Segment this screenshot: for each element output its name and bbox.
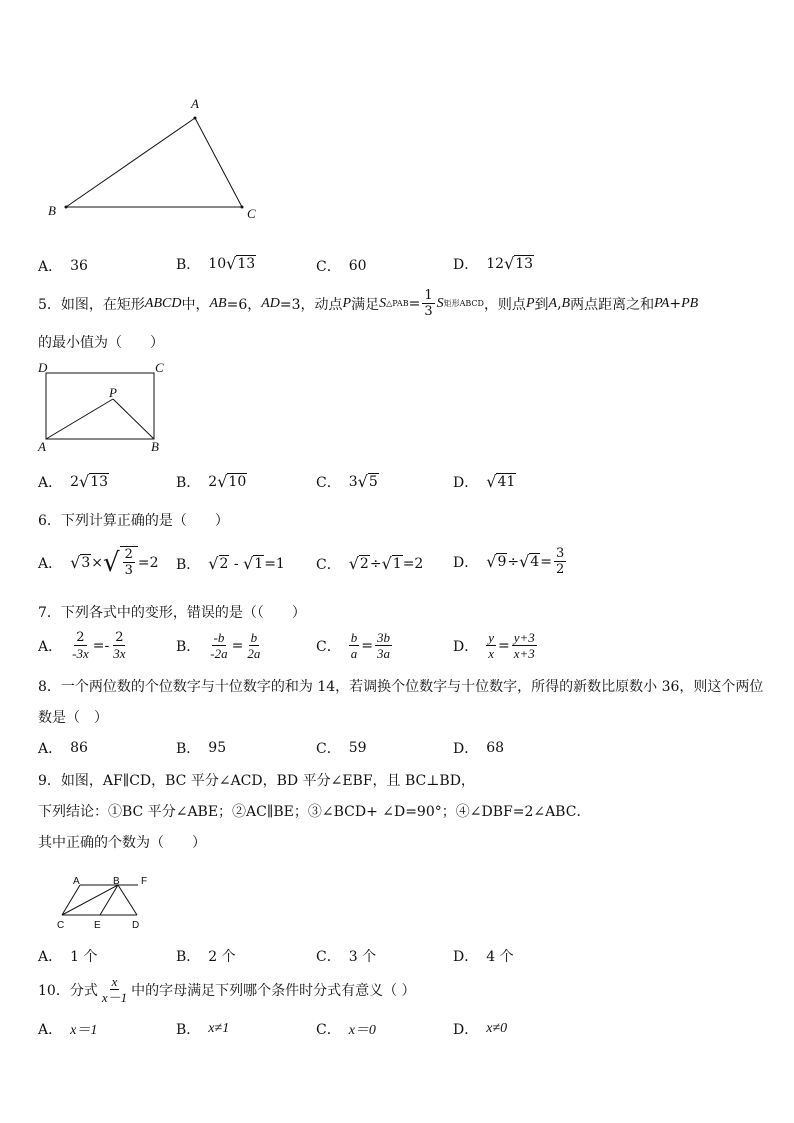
- q10-stem: [38, 974, 416, 1005]
- fraction: [486, 630, 496, 661]
- label-d: D: [132, 920, 140, 931]
- option-coef: 3: [348, 474, 358, 490]
- radicand: 13: [90, 474, 109, 490]
- operator: =: [361, 637, 373, 654]
- q9-option-c[interactable]: [316, 946, 376, 966]
- sqrt-sign: √ 1: [243, 554, 264, 573]
- label-e: E: [94, 920, 101, 931]
- fraction: [123, 547, 135, 578]
- label-d: D: [38, 360, 48, 375]
- option-letter: D．: [453, 554, 479, 571]
- q4-option-a[interactable]: [38, 256, 88, 276]
- option-letter: C．: [316, 638, 341, 655]
- denominator: 3: [124, 563, 133, 578]
- sqrt-sign: √ 10: [217, 472, 247, 491]
- q5-text: A: [548, 295, 558, 311]
- fraction: [70, 630, 91, 661]
- denominator: 3a: [376, 646, 390, 661]
- result: =1: [264, 556, 285, 572]
- q5-stem-line1: [38, 288, 698, 319]
- option-letter: C．: [316, 1022, 341, 1038]
- q5-text: ,: [557, 295, 562, 312]
- denominator: 2a: [247, 646, 261, 661]
- numerator: y: [488, 630, 495, 645]
- q6-option-a[interactable]: [38, 546, 158, 580]
- label-a: A: [73, 876, 80, 887]
- denominator: 2: [555, 562, 565, 577]
- operator: =: [231, 637, 244, 654]
- q5-text: S: [436, 295, 444, 311]
- option-value: 68: [486, 740, 505, 756]
- option-letter: C．: [316, 259, 341, 275]
- sqrt-sign: √ 2: [208, 554, 229, 573]
- sqrt-sign: √ 13: [504, 254, 534, 273]
- option-coef: 10: [208, 256, 227, 272]
- q9-option-a[interactable]: [38, 946, 97, 966]
- denominator: -3x: [72, 646, 89, 661]
- option-letter: A．: [38, 638, 63, 655]
- denominator: x: [488, 646, 495, 661]
- q5-option-c[interactable]: [316, 472, 379, 492]
- side-ac: [195, 118, 242, 207]
- sqrt-sign: √ 5: [357, 472, 378, 491]
- side-ab: [66, 118, 195, 207]
- q5-text: 到: [534, 296, 549, 313]
- radicand: 2: [359, 556, 369, 572]
- option-value: 60: [348, 258, 367, 274]
- q7-option-d[interactable]: [453, 630, 539, 661]
- q6-option-b[interactable]: [176, 554, 285, 574]
- sqrt-sign: √ 3: [70, 553, 91, 572]
- option-value: x＝1: [70, 1023, 98, 1038]
- option-letter: D．: [453, 638, 479, 655]
- option-letter: D．: [453, 475, 479, 491]
- sqrt-sign: √ 13: [226, 254, 256, 273]
- option-letter: C．: [316, 949, 341, 965]
- vertex-b: [65, 206, 68, 209]
- option-coef: 2: [208, 474, 218, 490]
- q5-text: P: [342, 295, 352, 311]
- vertex-c: [241, 206, 244, 209]
- label-b: B: [151, 439, 159, 454]
- option-value: 3 个: [348, 949, 377, 965]
- triangle-abc-figure: [40, 92, 280, 232]
- fraction: [245, 630, 262, 661]
- option-letter: C．: [316, 475, 341, 491]
- q8-option-a[interactable]: [38, 738, 88, 758]
- q7-option-c[interactable]: [316, 630, 394, 661]
- radicand: 13: [237, 256, 256, 272]
- option-value: x＝0: [348, 1023, 376, 1038]
- q9-option-b[interactable]: [176, 946, 236, 966]
- q5-text: 中，: [181, 296, 210, 313]
- segment-bd: [118, 885, 137, 915]
- q7-option-a[interactable]: [38, 630, 129, 661]
- fraction: [375, 630, 392, 661]
- denominator: 3x: [113, 646, 126, 661]
- option-letter: A．: [38, 949, 63, 965]
- operator: ÷: [369, 556, 382, 572]
- option-value: x≠0: [486, 1021, 508, 1036]
- numerator: 3: [555, 546, 565, 561]
- option-value: 2 个: [208, 949, 236, 965]
- q7-option-b[interactable]: [176, 630, 264, 661]
- q5-text: PB: [681, 295, 699, 311]
- label-b: B: [113, 876, 120, 887]
- q5-text: 两点距离之和: [570, 296, 655, 313]
- option-letter: B．: [176, 638, 201, 655]
- label-p: P: [109, 385, 117, 400]
- q10-option-c[interactable]: [316, 1019, 376, 1039]
- q5-text: +: [669, 295, 682, 312]
- q7-stem: 7．下列各式中的变形，错误的是（（ ）: [38, 605, 306, 621]
- label-c: C: [57, 920, 65, 931]
- q8-option-c[interactable]: [316, 738, 367, 758]
- q5-text: ，则点: [483, 296, 526, 313]
- option-letter: C．: [316, 741, 341, 757]
- radicand: 3: [81, 555, 91, 571]
- option-value: x≠1: [208, 1021, 230, 1036]
- option-letter: A．: [38, 259, 63, 275]
- radicand: 4: [530, 553, 540, 570]
- option-value: 1 个: [70, 949, 98, 965]
- fraction: [111, 630, 127, 661]
- q10-text: 中的字母满足下列哪个条件时分式有意义（ ）: [131, 982, 416, 999]
- q5-stem-line2: 的最小值为（ ）: [38, 335, 164, 351]
- fraction: [422, 288, 434, 319]
- denominator: x+3: [513, 646, 535, 661]
- q10-option-b[interactable]: [176, 1019, 229, 1039]
- denominator: a: [350, 646, 358, 661]
- q5-text: PA: [654, 295, 670, 311]
- segment-pb: [113, 399, 154, 439]
- option-value: 86: [70, 740, 88, 756]
- fraction: [512, 630, 537, 661]
- numerator: 3b: [376, 630, 390, 645]
- option-letter: B．: [176, 949, 201, 965]
- option-letter: A．: [38, 475, 63, 491]
- q5-text: 满足: [351, 296, 380, 313]
- q8-option-d[interactable]: [453, 738, 504, 758]
- sqrt-sign: √ 4: [519, 551, 540, 571]
- vertex-a: [194, 117, 197, 120]
- sqrt-sign: √ $\frac{2}{3}$: [103, 546, 138, 580]
- q5-text: =6，: [226, 296, 262, 313]
- radicand: 2: [219, 556, 229, 572]
- radicand: 10: [228, 474, 247, 490]
- operator: -: [229, 556, 244, 572]
- denominator: 3: [424, 304, 433, 319]
- denominator: x－1: [101, 990, 128, 1005]
- q8-option-b[interactable]: [176, 738, 226, 758]
- option-letter: B．: [176, 557, 201, 573]
- option-letter: D．: [453, 1022, 479, 1038]
- option-letter: A．: [38, 556, 63, 572]
- q5-option-a[interactable]: [38, 472, 109, 492]
- q9-option-d[interactable]: [453, 946, 514, 966]
- q10-option-d[interactable]: [453, 1019, 507, 1039]
- q6-option-d[interactable]: [453, 546, 568, 577]
- q4-option-b[interactable]: [176, 254, 256, 274]
- sqrt-sign: √ 1: [381, 554, 402, 573]
- option-value: 4 个: [486, 949, 514, 965]
- sqrt-sign: √ 13: [79, 472, 109, 491]
- option-coef: 2: [70, 474, 80, 490]
- label-c: C: [247, 206, 256, 221]
- numerator: b: [250, 630, 258, 645]
- option-value: 95: [208, 740, 227, 756]
- sqrt-sign: √ 2: [348, 554, 369, 573]
- denominator: -2a: [210, 646, 228, 661]
- q5-text: AB: [209, 295, 227, 311]
- radicand: 9: [497, 553, 507, 570]
- q5-subscript: 矩形ABCD: [443, 299, 484, 308]
- radicand: [120, 546, 138, 580]
- numerator: 2: [124, 547, 133, 562]
- q5-option-b[interactable]: [176, 472, 247, 492]
- label-a: A: [38, 439, 46, 454]
- q5-text: B: [561, 295, 571, 311]
- result: =2: [402, 556, 424, 572]
- segment-bc: [62, 885, 118, 915]
- q10-option-a[interactable]: [38, 1019, 97, 1039]
- option-letter: B．: [176, 741, 201, 757]
- numerator: b: [350, 630, 358, 645]
- operator: =: [498, 637, 510, 654]
- q9-stem-line1: 9．如图，AF∥CD，BC 平分∠ACD，BD 平分∠EBF，且 BC⊥BD，: [38, 773, 475, 789]
- option-coef: 12: [486, 256, 505, 272]
- q5-text: ABCD: [144, 295, 182, 311]
- q5-text: AD: [261, 295, 280, 311]
- fraction: [554, 546, 566, 577]
- q10-text: 10．分式: [38, 982, 98, 999]
- option-letter: B．: [176, 475, 201, 491]
- q9-stem-line2: 下列结论：①BC 平分∠ABE；②AC∥BE；③∠BCD+ ∠D=90°；④∠DBF=2∠ABC．: [38, 804, 591, 820]
- operator: =: [540, 553, 552, 570]
- option-letter: A．: [38, 1022, 63, 1038]
- numerator: 2: [76, 630, 85, 645]
- numerator: -b: [213, 630, 225, 645]
- q6-stem: 6．下列计算正确的是（ ）: [38, 513, 229, 529]
- sqrt-sign: √ 9: [486, 551, 507, 571]
- result: =2: [137, 555, 159, 571]
- q8-stem-line1: 8．一个两位数的个位数字与十位数字的和为 14，若调换个位数字与十位数字，所得的新数比原数小 36，则这个两位: [38, 679, 764, 695]
- radicand: 41: [497, 474, 516, 490]
- q8-stem-line2: 数是（ ）: [38, 710, 108, 726]
- option-letter: A．: [38, 741, 63, 757]
- fraction: [100, 974, 129, 1005]
- q4-option-d[interactable]: [453, 254, 534, 274]
- option-letter: D．: [453, 949, 479, 965]
- q6-option-c[interactable]: [316, 554, 423, 574]
- option-letter: B．: [176, 1022, 201, 1038]
- radicand: 1: [392, 556, 402, 572]
- label-a: A: [191, 96, 199, 111]
- option-letter: C．: [316, 557, 341, 573]
- option-value: 36: [70, 258, 88, 274]
- q4-option-c[interactable]: [316, 256, 367, 276]
- radicand: 5: [368, 474, 378, 490]
- q5-option-d[interactable]: [453, 472, 516, 492]
- q5-text: 5．如图，在矩形: [38, 296, 145, 313]
- numerator: 2: [115, 630, 124, 645]
- label-b: B: [48, 203, 56, 218]
- operator: =-: [92, 637, 110, 654]
- option-letter: D．: [453, 257, 479, 273]
- operator: ×: [91, 555, 103, 571]
- option-letter: D．: [453, 741, 479, 757]
- label-c: C: [155, 360, 164, 375]
- fraction: [349, 630, 360, 661]
- radicand: 1: [254, 556, 264, 572]
- numerator: y+3: [513, 630, 535, 645]
- sqrt-sign: √ 41: [486, 472, 516, 491]
- label-f: F: [141, 876, 148, 887]
- q5-text: P: [525, 295, 535, 311]
- q5-text: =3，动点: [279, 296, 343, 313]
- q5-text: S: [379, 295, 387, 311]
- operator: ÷: [507, 553, 520, 570]
- fraction: [208, 630, 229, 661]
- q5-text: =: [408, 295, 421, 312]
- option-value: 59: [348, 740, 367, 756]
- numerator: 1: [424, 288, 433, 303]
- segment-pa: [46, 399, 113, 439]
- option-letter: B．: [176, 257, 201, 273]
- radicand: 13: [515, 256, 534, 272]
- q5-subscript: △PAB: [386, 299, 409, 308]
- q9-stem-line3: 其中正确的个数为（ ）: [38, 835, 206, 851]
- numerator: x: [111, 974, 118, 989]
